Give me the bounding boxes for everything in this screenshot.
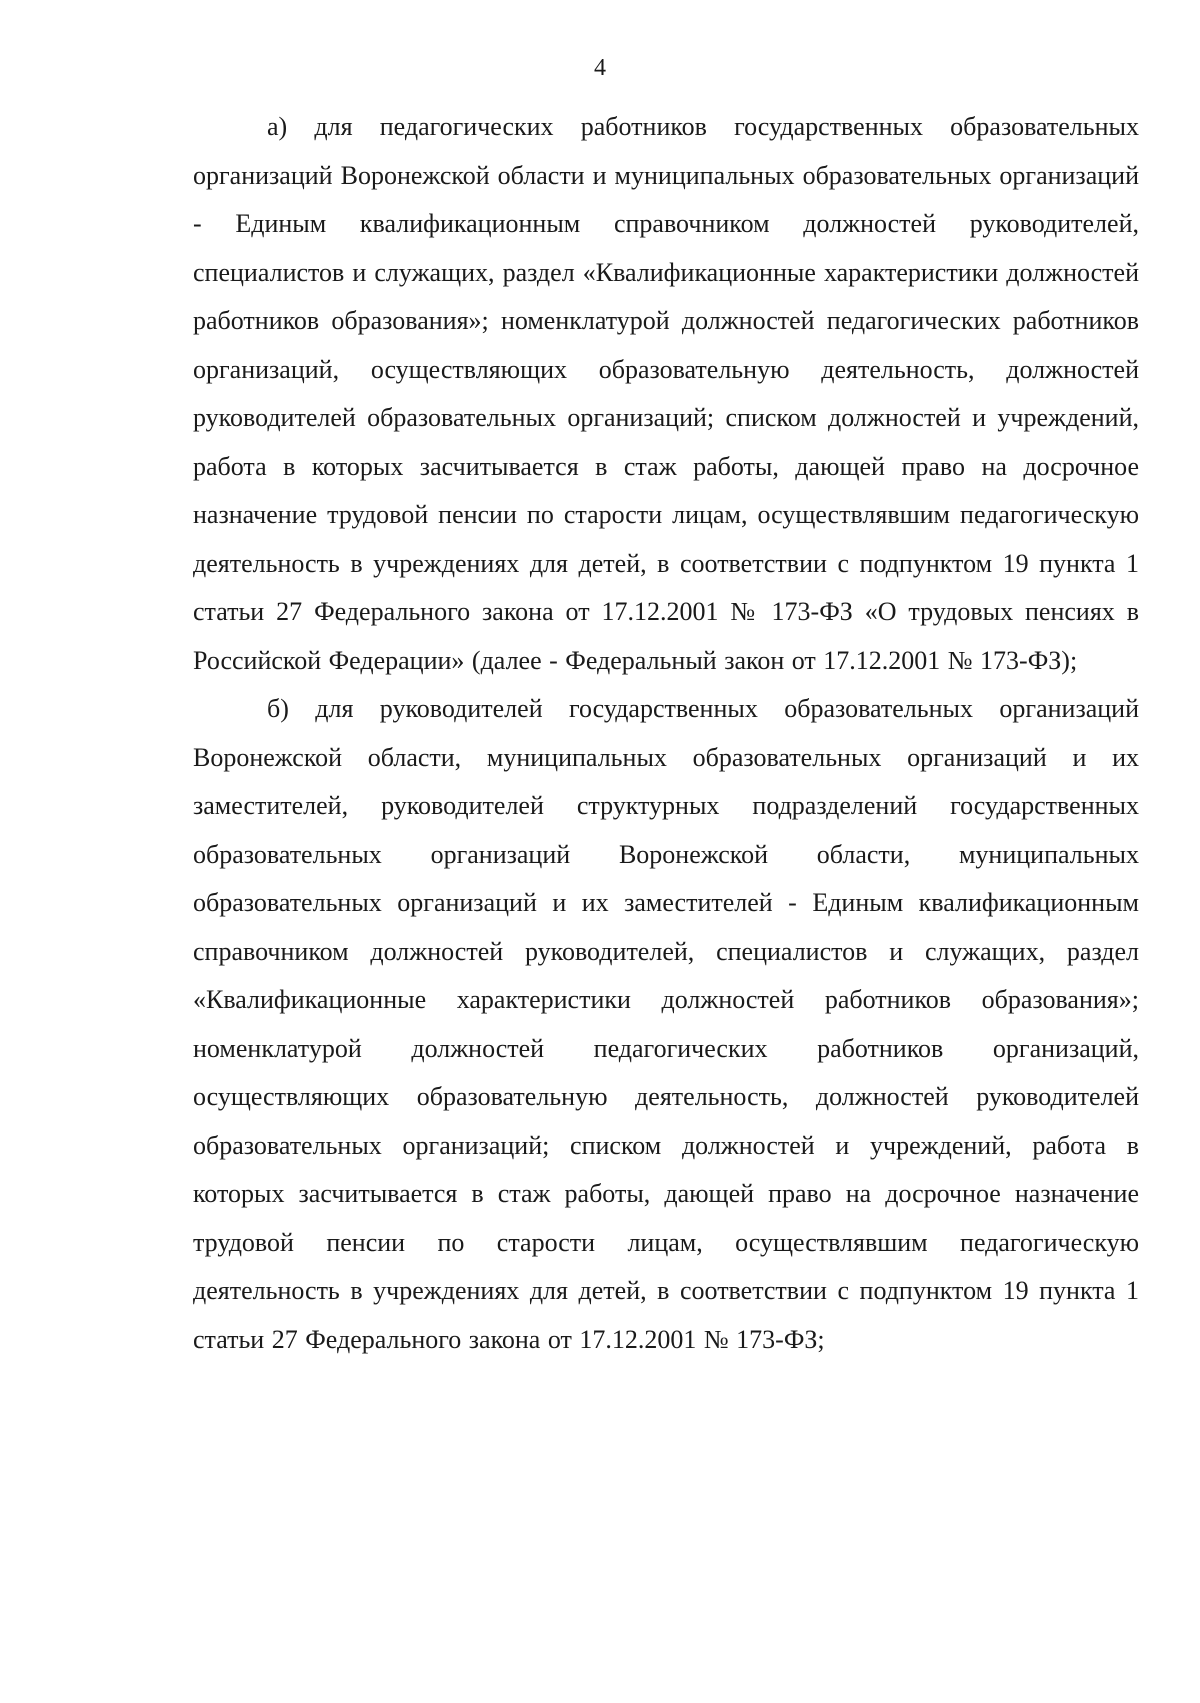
paragraph-b: б) для руководителей государственных образовательных организаций Воронежской области, муниципальных образовательных организаций и их заместителей, руководителей структурных подразделений государственных образовательных организаций Воронежской области, муниципальных образовательных организаций и их заместителей - Единым квалификационным справочником должностей руководителей, специалистов и служащих, раздел «Квалификационные характеристики должностей работников образования»; номенклатурой должностей педагогических работников организаций, осуществляющих образовательную деятельность, должностей руководителей образовательных организаций; списком должностей и учреждений, работа в которых засчитывается в стаж работы, дающей право на досрочное назначение трудовой пенсии по старости лицам, осуществлявшим педагогическую деятельность в учреждениях для детей, в соответствии с подпунктом 19 пункта 1 статьи 27 Федерального закона от 17.12.2001 № 173-ФЗ; [193, 694, 1139, 1354]
paragraph-a: а) для педагогических работников государственных образовательных организаций Воронежской области и муниципальных образовательных организаций - Единым квалификационным справочником должностей руководителей, специалистов и служащих, раздел «Квалификационные характеристики должностей работников образования»; номенклатурой должностей педагогических работников организаций, осуществляющих образовательную деятельность, должностей руководителей образовательных организаций; списком должностей и учреждений, работа в которых засчитывается в стаж работы, дающей право на досрочное назначение трудовой пенсии по старости лицам, осуществлявшим педагогическую деятельность в учреждениях для детей, в соответствии с подпунктом 19 пункта 1 статьи 27 Федерального закона от 17.12.2001 № 173-ФЗ «О трудовых пенсиях в Российской Федерации» (далее - Федеральный закон от 17.12.2001 № 173-ФЗ); [193, 112, 1139, 675]
document-body [193, 103, 1139, 1364]
page-number: 4 [594, 55, 606, 81]
